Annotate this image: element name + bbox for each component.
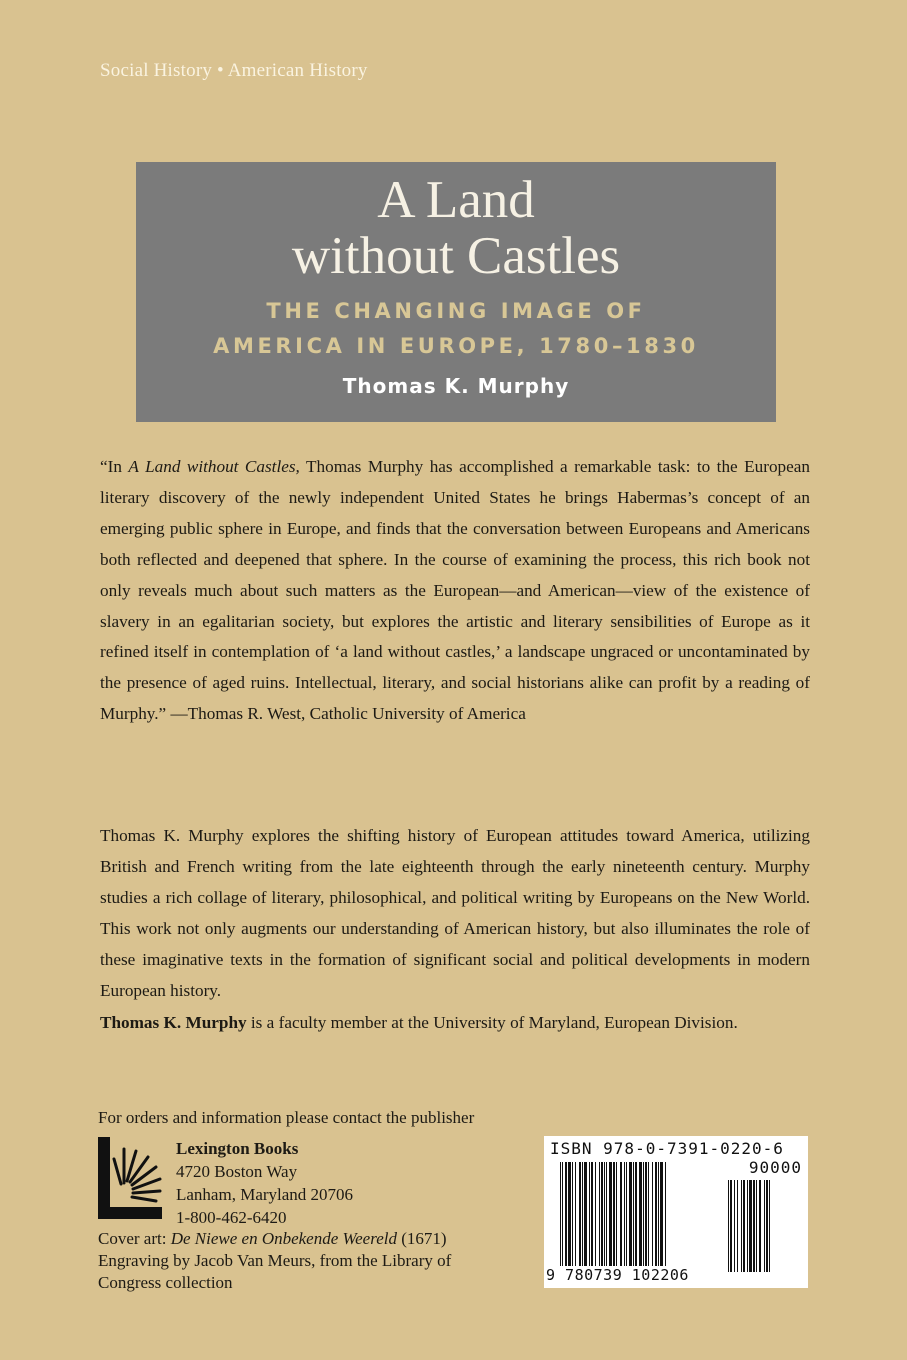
barcode-bar bbox=[562, 1162, 563, 1266]
barcode-bar bbox=[769, 1180, 770, 1272]
cover-art-year: (1671) bbox=[396, 1229, 447, 1248]
publisher-address-1: 4720 Boston Way bbox=[176, 1162, 298, 1181]
barcode-bar bbox=[734, 1180, 735, 1272]
cover-art-line-2: Engraving by Jacob Van Meurs, from the Library of bbox=[98, 1251, 452, 1270]
barcode-bar bbox=[639, 1162, 642, 1266]
barcode-bars bbox=[560, 1162, 720, 1272]
book-subtitle bbox=[136, 294, 776, 364]
publisher-logo-icon bbox=[96, 1135, 168, 1221]
subtitle-line-1: THE CHANGING IMAGE OF bbox=[266, 299, 646, 323]
book-title-line-2: without Castles bbox=[291, 227, 621, 285]
quote-book-title: A Land without Castles, bbox=[128, 457, 300, 476]
barcode-bar bbox=[741, 1180, 742, 1272]
book-title-line-1: A Land bbox=[377, 171, 535, 229]
publisher-info bbox=[176, 1137, 353, 1229]
barcode-bar bbox=[626, 1162, 627, 1266]
cover-art-label: Cover art: bbox=[98, 1229, 171, 1248]
barcode-bar bbox=[658, 1162, 659, 1266]
barcode-bar bbox=[565, 1162, 567, 1266]
cover-art-line-3: Congress collection bbox=[98, 1273, 233, 1292]
quote-open: “In bbox=[100, 457, 129, 476]
barcode-bar bbox=[606, 1162, 607, 1266]
barcode-bar bbox=[568, 1162, 571, 1266]
book-author: Thomas K. Murphy bbox=[342, 374, 570, 398]
publisher-address-2: Lanham, Maryland 20706 bbox=[176, 1185, 354, 1204]
author-bio bbox=[100, 1008, 810, 1039]
barcode-bar bbox=[599, 1162, 600, 1266]
barcode-bar bbox=[660, 1162, 663, 1266]
cover-art-work: De Niewe en Onbekende Weereld bbox=[170, 1229, 397, 1248]
barcode-bar bbox=[584, 1162, 587, 1266]
quote-body: Thomas Murphy has accomplished a remarkable task: to the European literary discovery of the newly independent United States he brings Habermas’s concept of an emerging public sphere in Europe, and finds that the conversation between Europeans and Americans both reflected and deepened that sphere. In the course of examining the process, this rich book not only reveals much about such matters as the European—and American—view of the existence of slavery in an egalitarian society, but explores the artistic and literary sensibilities of Europe as it refined itself in contemplation of ‘a land without castles,’ a landscape ungraced or uncontaminated by the presence of aged ruins. Intellectual, literary, and social historians alike can profit by a reading of Murphy.” —Thomas R. West, Catholic University of America bbox=[100, 457, 810, 724]
barcode-bar bbox=[591, 1162, 593, 1266]
book-title bbox=[136, 172, 776, 284]
barcode-bar bbox=[635, 1162, 637, 1266]
contact-line: For orders and information please contact the publisher bbox=[98, 1108, 475, 1127]
barcode-number: 9 780739 102206 bbox=[546, 1266, 689, 1284]
barcode-bar bbox=[747, 1180, 748, 1272]
barcode-bar bbox=[655, 1162, 657, 1266]
barcode-bar bbox=[604, 1162, 605, 1266]
barcode-bar bbox=[645, 1162, 647, 1266]
barcode-bar bbox=[753, 1180, 755, 1272]
bio-text: is a faculty member at the University of Maryland, European Division. bbox=[246, 1013, 738, 1032]
barcode-bar bbox=[766, 1180, 768, 1272]
barcode-bar bbox=[643, 1162, 644, 1266]
publisher-name: Lexington Books bbox=[176, 1139, 299, 1158]
barcode-bar bbox=[756, 1180, 757, 1272]
barcode-bar bbox=[609, 1162, 612, 1266]
cover-art-credit bbox=[98, 1228, 508, 1294]
barcode-bar bbox=[579, 1162, 581, 1266]
title-block bbox=[136, 162, 776, 422]
barcode-bar bbox=[633, 1162, 634, 1266]
barcode-bar bbox=[665, 1162, 666, 1266]
barcode-bar bbox=[572, 1162, 573, 1266]
price-code: 90000 bbox=[748, 1158, 802, 1177]
category-label: Social History • American History bbox=[100, 60, 368, 81]
barcode-bar bbox=[749, 1180, 752, 1272]
barcode-bar bbox=[601, 1162, 603, 1266]
barcode-bar bbox=[613, 1162, 615, 1266]
barcode-bar bbox=[759, 1180, 761, 1272]
addon-barcode-bars bbox=[728, 1180, 800, 1272]
cover-art-line-1 bbox=[98, 1228, 508, 1250]
endorsement-quote bbox=[100, 452, 810, 730]
barcode-bar bbox=[652, 1162, 653, 1266]
publisher-phone: 1-800-462-6420 bbox=[176, 1208, 287, 1227]
isbn-barcode bbox=[544, 1136, 808, 1288]
barcode-bar bbox=[624, 1162, 625, 1266]
bio-author-name: Thomas K. Murphy bbox=[100, 1013, 247, 1032]
barcode-bar bbox=[728, 1180, 729, 1272]
barcode-bar bbox=[616, 1162, 617, 1266]
barcode-bar bbox=[743, 1180, 745, 1272]
subtitle-line-2: AMERICA IN EUROPE, 1780–1830 bbox=[213, 334, 699, 358]
barcode-bar bbox=[582, 1162, 583, 1266]
book-description: Thomas K. Murphy explores the shifting history of European attitudes toward America, utilizing British and French writing from the late eighteenth through the early nineteenth century. Murphy studies a rich collage of literary, philosophical, and political writing by Europeans on the New World. This work not only augments our understanding of American history, but also illuminates the role of these imaginative texts in the formation of significant social and political developments in modern European history. bbox=[100, 826, 810, 1000]
barcode-bar bbox=[737, 1180, 738, 1272]
barcode-bar bbox=[560, 1162, 561, 1266]
barcode-bar bbox=[648, 1162, 649, 1266]
barcode-bar bbox=[595, 1162, 596, 1266]
barcode-bar bbox=[589, 1162, 590, 1266]
barcode-bar bbox=[730, 1180, 732, 1272]
isbn-label: ISBN 978-0-7391-0220-6 bbox=[550, 1139, 784, 1158]
barcode-bar bbox=[629, 1162, 632, 1266]
barcode-bar bbox=[620, 1162, 622, 1266]
barcode-bar bbox=[764, 1180, 765, 1272]
barcode-bar bbox=[575, 1162, 576, 1266]
